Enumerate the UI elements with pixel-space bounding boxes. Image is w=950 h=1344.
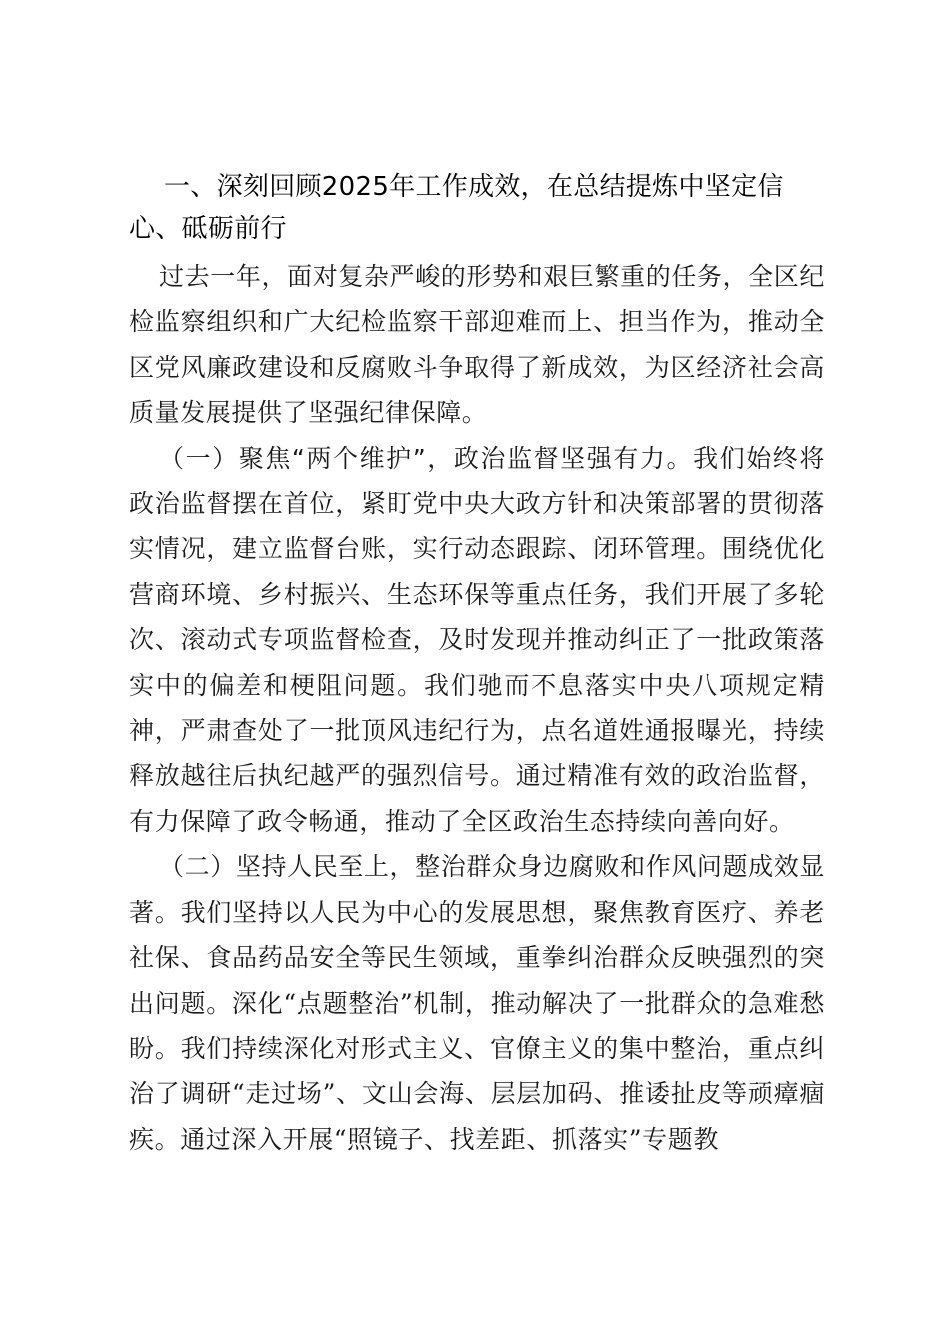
paragraph-political-supervision xyxy=(129,436,825,845)
paragraph-text: 过去一年，面对复杂严峻的形势和艰巨繁重的任务，全区纪检监察组织和广大纪检监察干部迎难而上、担当作为，推动全区党风廉政建设和反腐败斗争取得了新成效，为区经济社会高质量发展提供了坚强纪律保障。 xyxy=(129,262,825,428)
section-heading: 一、深刻回顾2025年工作成效，在总结提炼中坚定信心、砥砺前行 xyxy=(129,172,784,244)
paragraph-people-first xyxy=(129,844,825,1162)
paragraph-intro xyxy=(129,254,825,436)
document-body xyxy=(129,166,825,1162)
paragraph-text: 我们始终将政治监督摆在首位，紧盯党中央大政方针和决策部署的贯彻落实情况，建立监督台账，实行动态跟踪、闭环管理。围绕优化营商环境、乡村振兴、生态环保等重点任务，我们开展了多轮次、滚动式专项监督检查，及时发现并推动纠正了一批政策落实中的偏差和梗阻问题。我们驰而不息落实中央八项规定精神，严肃查处了一批顶风违纪行为，点名道姓通报曝光，持续释放越往后执纪越严的强烈信号。通过精准有效的政治监督，有力保障了政令畅通，推动了全区政治生态持续向善向好。 xyxy=(129,443,825,836)
paragraph-text: 我们坚持以人民为中心的发展思想，聚焦教育医疗、养老社保、食品药品安全等民生领域，重拳纠治群众反映强烈的突出问题。深化“点题整治”机制，推动解决了一批群众的急难愁盼。我们持续深化对形式主义、官僚主义的集中整治，重点纠治了调研“走过场”、文山会海、层层加码、推诿扯皮等顽瘴痼疾。通过深入开展“照镜子、找差距、抓落实”专题教 xyxy=(129,897,825,1154)
paragraph-lead: （二）坚持人民至上，整治群众身边腐败和作风问题成效显著。 xyxy=(129,852,825,927)
paragraph-lead: （一）聚焦“两个维护”，政治监督坚强有力。 xyxy=(159,443,694,473)
